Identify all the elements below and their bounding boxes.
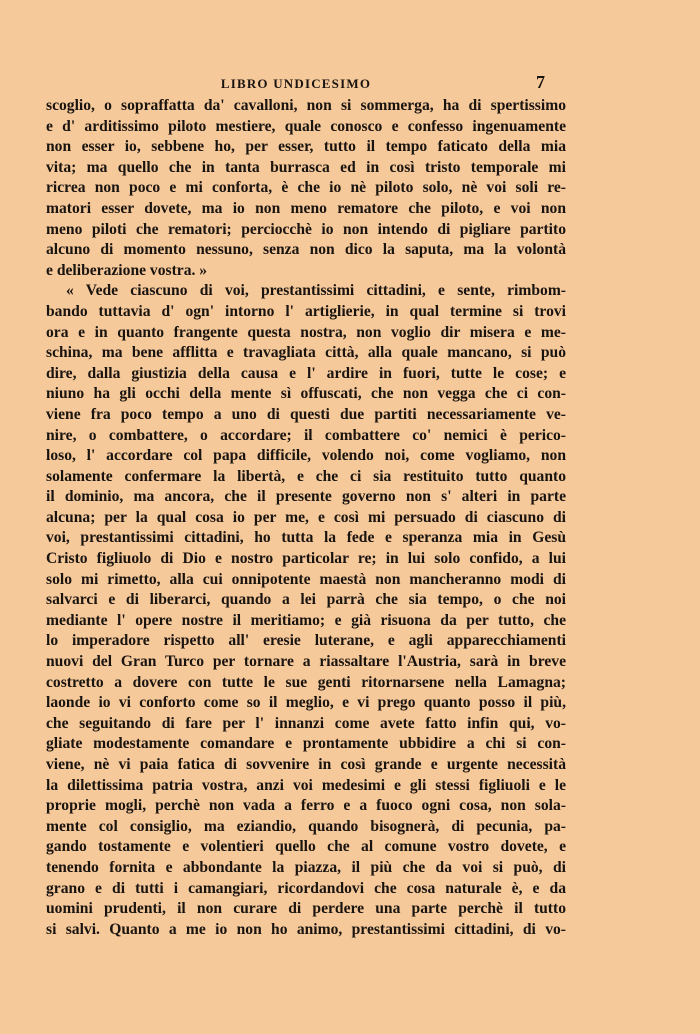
text-line: viene, nè vi paia fatica di sovvenire in così grande e urgente necessità [46,756,566,773]
text-line: laonde io vi conforto come so il meglio, e vi prego quanto posso il più, [46,694,566,712]
text-line: scoglio, o sopraffatta da' cavalloni, non si sommerga, ha di spertissimo [46,97,566,114]
text-line: vita; ma quello che in tanta burrasca ed in così tristo temporale mi [46,158,566,176]
text-line: che seguitando di fare per l' innanzi come avete fatto infin qui, vo- [46,714,566,732]
text-line: alcuno di momento nessuno, senza non dico la saputa, ma la volontà [46,241,566,259]
text-line: ricrea non poco e mi conforta, è che io nè piloto solo, nè voi soli re- [46,179,566,197]
text-line: si salvi. Quanto a me io non ho animo, prestantissimi cittadini, di vo- [46,920,566,938]
text-line: gando tostamente e volentieri quello che al comune vostro dovete, e [46,838,566,856]
text-line: uomini prudenti, il non curare di perdere una parte perchè il tutto [46,900,566,918]
text-line: bando tuttavia d' ogn' intorno l' artiglierie, in qual termine si trovi [46,302,566,320]
body-text [46,96,566,940]
text-line: mente col consiglio, ma eziandio, quando bisognerà, di pecunia, pa- [46,817,566,835]
text-line: proprie mogli, perchè non vada a ferro e a fuoco ogni cosa, non sola- [46,797,566,815]
text-line: gliate modestamente comandare e prontamente ubbidire a chi si con- [46,735,566,753]
text-line: salvarci e di liberarci, quando a lei parrà che sia tempo, o che noi [46,591,566,609]
text-line: « Vede ciascuno di voi, prestantissimi cittadini, e sente, rimbom- [66,282,566,300]
text-line: meno piloti che rematori; perciocchè io non intendo di pigliare partito [46,220,566,238]
text-line: matori esser dovete, ma io non meno rematore che piloto, e voi non [46,199,566,217]
text-line: e deliberazione vostra. » [46,261,208,279]
text-line: Cristo figliuolo di Dio e nostro particolar re; in lui solo confido, a lui [46,550,566,568]
text-line: niuno ha gli occhi della mente sì offuscati, che non vegga che ci con- [46,385,566,403]
text-line: e d' arditissimo piloto mestiere, quale conosco e confesso ingenuamente [46,117,566,135]
text-line: ora e in quanto frangente questa nostra, non voglio dir misera e me- [46,323,566,341]
text-line: viene fra poco tempo a uno di questi due partiti necessariamente ve- [46,405,566,423]
text-line: il dominio, ma ancora, che il presente governo non s' alteri in parte [46,488,566,506]
text-line: nire, o combattere, o accordare; il combattere co' nemici è perico- [46,426,566,444]
text-line: nuovi del Gran Turco per tornare a riassaltare l'Austria, sarà in breve [46,653,566,671]
text-line: voi, prestantissimi cittadini, ho tutta la fede e speranza mia in Gesù [46,529,566,547]
text-line: solamente confermare la libertà, e che ci sia restituito tutto quanto [46,467,566,485]
text-line: mediante l' opere nostre il meritiamo; e già risuona da per tutto, che [46,611,566,629]
text-line: lo imperadore rispetto all' eresie luterane, e agli apparecchiamenti [46,632,566,650]
text-line: la dilettissima patria vostra, anzi voi medesimi e gli stessi figliuoli e le [46,776,566,794]
text-line: grano e di tutti i camangiari, ricordandovi che cosa naturale è, e da [46,879,566,897]
running-head: LIBRO UNDICESIMO [220,76,372,91]
text-line: loso, l' accordare col papa difficile, volendo noi, come vogliamo, non [46,447,566,465]
text-line: schina, ma bene afflitta e travagliata città, alla quale mancano, si può [46,344,566,362]
text-line: costretto a dovere con tutte le sue genti ritornarsene nella Lamagna; [46,673,566,691]
text-line: solo mi rimetto, alla cui onnipotente maestà non mancheranno modi di [46,570,566,588]
text-line: non esser io, sebbene ho, per esser, tutto il tempo faticato della mia [46,138,566,156]
text-line: alcuna; per la qual cosa io per me, e così mi persuado di ciascuno di [46,508,566,526]
text-line: dire, dalla giustizia della causa e l' ardire in fuori, tutte le cose; e [46,364,566,382]
text-line: tenendo fornita e abbondante la piazza, il più che da voi si può, di [46,858,566,876]
page-number: 7 [536,72,545,92]
